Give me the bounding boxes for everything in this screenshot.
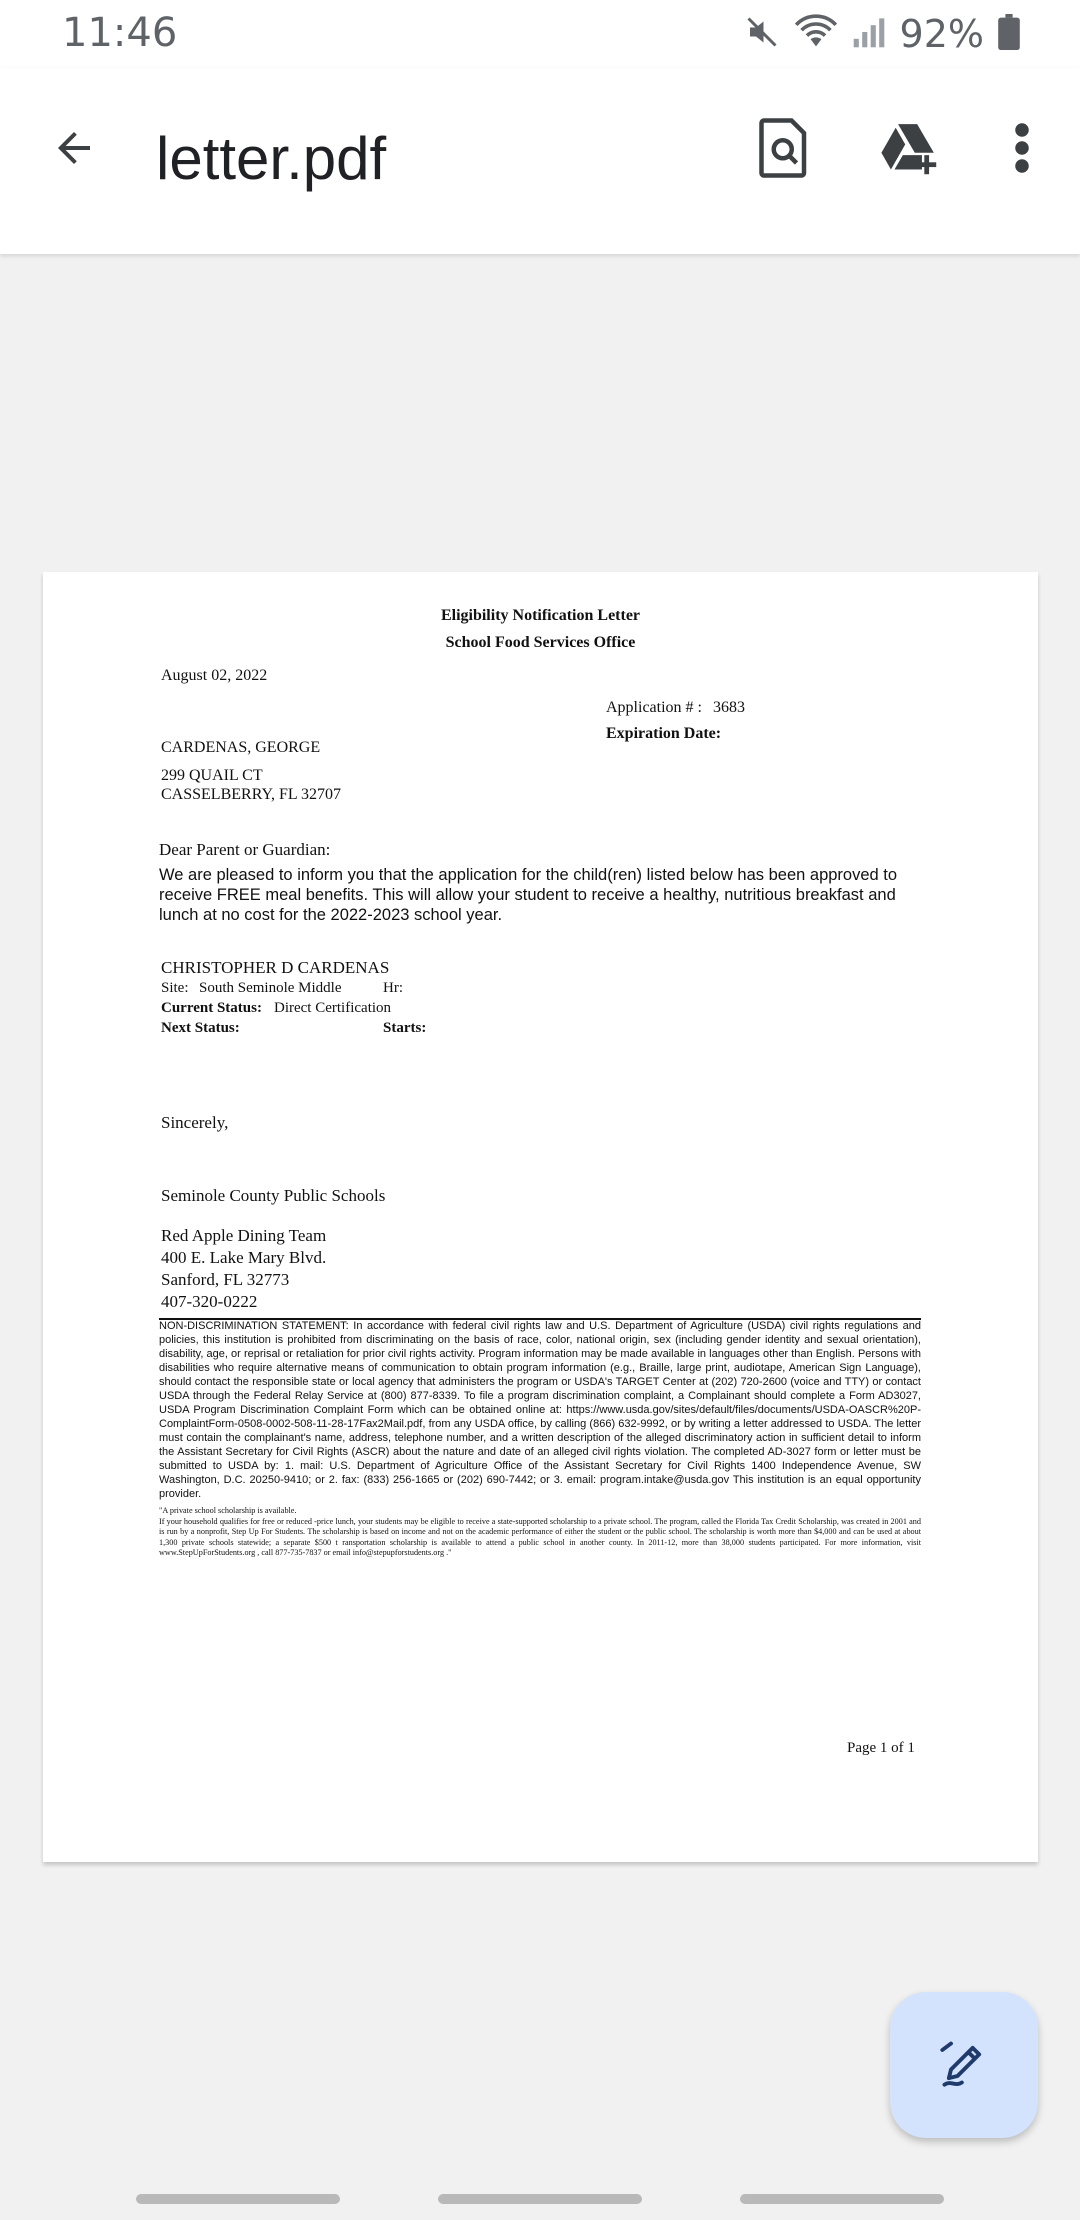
status-icons bbox=[744, 10, 1020, 58]
pdf-viewer[interactable] bbox=[0, 254, 1080, 2154]
starts-label: Starts: bbox=[383, 1020, 427, 1036]
app-bar bbox=[0, 68, 1080, 254]
edit-fab-button[interactable] bbox=[890, 1992, 1038, 2138]
next-status-label: Next Status: bbox=[161, 1020, 240, 1036]
battery-percent: 92% bbox=[899, 12, 984, 56]
page-number: Page 1 of 1 bbox=[847, 1740, 915, 1756]
recipient-name: CARDENAS, GEORGE bbox=[161, 739, 321, 756]
scholarship-heading: "A private school scholarship is available. bbox=[159, 1506, 297, 1515]
document-title: letter.pdf bbox=[156, 125, 387, 192]
find-in-document-button[interactable] bbox=[742, 108, 826, 192]
letter-body: We are pleased to inform you that the application for the child(ren) listed below has been approved to receive FREE meal benefits. This will allow your student to receive a healthy, nutritious breakfast and lunch at no cost for the 2022-2023 school year. bbox=[159, 866, 898, 924]
recipient-address-line1: 299 QUAIL CT bbox=[161, 767, 263, 784]
organization-phone: 407-320-0222 bbox=[161, 1292, 258, 1311]
scholarship-notice bbox=[159, 1506, 921, 1559]
team-name: Red Apple Dining Team bbox=[161, 1226, 327, 1245]
site-label: Site: bbox=[161, 980, 189, 996]
back-arrow-icon bbox=[50, 124, 98, 177]
nondiscrimination-statement: NON-DISCRIMINATION STATEMENT: In accordance with federal civil rights law and U.S. Department of Agriculture (USDA) civil rights regulations and policies, this institution is prohibited from discriminating on the basis of race, color, national origin, sex (including gender identity and sexual orientation), disability, age, or reprisal or retaliation for prior civil rights activity. Program information may be made available in languages other than English. Persons with disabilities who require alternative means of communication to obtain program information (e.g., Braille, large print, audiotape, American Sign Language), should contact the responsible state or local agency that administers the program or USDA's TARGET Center at (202) 720-2600 (voice and TTY) or contact USDA through the Federal Relay Service at (800) 877-8339. To file a program discrimination complaint, a Complainant should complete a Form AD3027, USDA Program Discrimination Complaint Form which can be obtained online at: https://www.usda.gov/sites/default/files/documents/USDA-OASCR%20P-ComplaintForm-0508-0002-508-11-28-17Fax2Mail.pdf, from any USDA office, by calling (866) 632-9992, or by writing a letter addressed to USDA. The letter must contain the complainant's name, address, telephone number, and a written description of the alleged discriminatory action in sufficient detail to inform the Assistant Secretary for Civil Rights (ASCR) about the nature and date of an alleged civil rights violation. The completed AD-3027 form or letter must be submitted to USDA by: 1. mail: U.S. Department of Agriculture Office of the Assistant Secretary for Civil Rights 1400 Independence Avenue, SW Washington, D.C. 20250-9410; or 2. fax: (833) 256-1665 or (202) 690-7442; or 3. email: program.intake@usda.gov This institution is an equal opportunity provider. bbox=[159, 1320, 921, 1500]
find-in-document-icon bbox=[757, 118, 811, 183]
organization-name: Seminole County Public Schools bbox=[161, 1186, 386, 1205]
more-options-button[interactable] bbox=[980, 108, 1064, 192]
hr-label: Hr: bbox=[383, 980, 403, 996]
status-time: 11:46 bbox=[62, 10, 178, 56]
wifi-icon bbox=[794, 14, 838, 55]
letter-office: School Food Services Office bbox=[445, 634, 636, 651]
add-to-drive-icon bbox=[879, 121, 941, 180]
signal-icon bbox=[852, 15, 886, 54]
current-status-value: Direct Certification bbox=[274, 1000, 392, 1016]
application-number: 3683 bbox=[713, 699, 745, 716]
mute-icon bbox=[744, 14, 780, 55]
letter-title: Eligibility Notification Letter bbox=[440, 607, 641, 624]
more-vert-icon bbox=[1012, 121, 1032, 180]
organization-address-line1: 400 E. Lake Mary Blvd. bbox=[161, 1248, 327, 1267]
battery-icon bbox=[998, 14, 1020, 55]
current-status-label: Current Status: bbox=[161, 1000, 262, 1016]
nav-pill-right bbox=[740, 2194, 944, 2204]
nav-pill-center[interactable] bbox=[438, 2194, 642, 2204]
back-button[interactable] bbox=[36, 112, 112, 188]
pdf-page bbox=[43, 572, 1038, 1862]
salutation: Dear Parent or Guardian: bbox=[159, 840, 331, 859]
add-to-drive-button[interactable] bbox=[868, 108, 952, 192]
edit-pen-icon bbox=[938, 2037, 990, 2094]
site-value: South Seminole Middle bbox=[199, 980, 342, 996]
expiration-label: Expiration Date: bbox=[606, 725, 722, 742]
application-label: Application # : bbox=[606, 699, 702, 716]
nav-pill-left bbox=[136, 2194, 340, 2204]
status-bar bbox=[0, 0, 1080, 68]
scholarship-text: If your household qualifies for free or reduced -price lunch, your students may be eligible to receive a state-supported scholarship to a private school. The program, called the Florida Tax Credit Scholarship, was created in 2001 and is run by a nonprofit, Step Up For Students. The scholarship is based on income and not on the academic performance of either the student or the public school. The scholarship is worth more than $4,000 and can be used at about 1,300 private schools statewide; a separate $500 t ransportation scholarship is available to attend a public school in another county. In 2011-12, more than 38,000 students participated. For more information, visit www.StepUpForStudents.org , call 877-735-7837 or email info@stepupforstudents.org ." bbox=[159, 1516, 921, 1557]
recipient-address-line2: CASSELBERRY, FL 32707 bbox=[161, 786, 342, 803]
closing: Sincerely, bbox=[161, 1113, 229, 1132]
student-name: CHRISTOPHER D CARDENAS bbox=[161, 958, 390, 977]
organization-address-line2: Sanford, FL 32773 bbox=[161, 1270, 290, 1289]
letter-date: August 02, 2022 bbox=[161, 667, 268, 684]
